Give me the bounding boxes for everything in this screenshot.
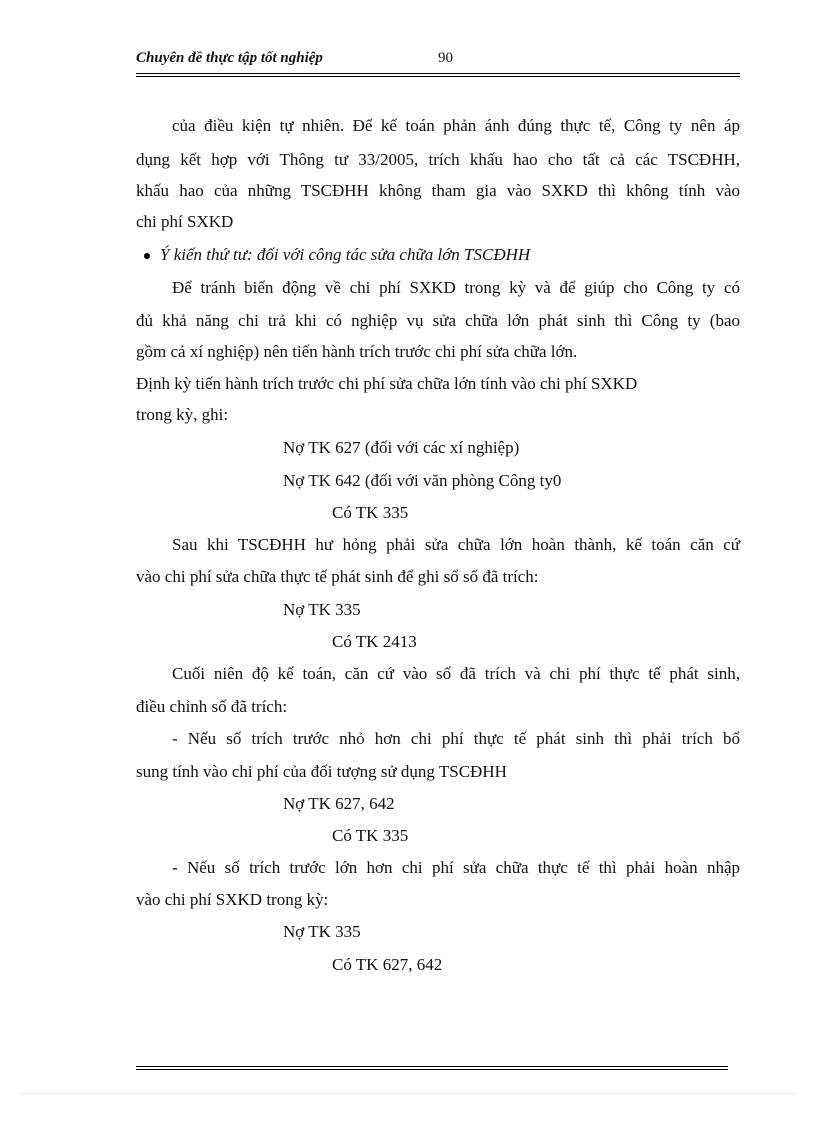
paragraph-line: Cuối niên độ kế toán, căn cứ vào số đã trích và chi phí thực tế phát sinh, <box>172 664 740 683</box>
paragraph-line: Định kỳ tiến hành trích trước chi phí sửa chữa lớn tính vào chi phí SXKD <box>136 374 638 393</box>
journal-entry: Nợ TK 335 <box>283 600 361 619</box>
paragraph-line: vào chi phí sửa chữa thực tế phát sinh để ghi sổ số đã trích: <box>136 567 539 586</box>
paragraph-line: Sau khi TSCĐHH hư hỏng phải sửa chữa lớn hoàn thành, kế toán căn cứ <box>172 535 740 554</box>
footer-rule-bottom <box>136 1069 728 1070</box>
journal-entry: Nợ TK 335 <box>283 922 361 941</box>
paragraph-line: sung tính vào chi phí của đối tượng sử dụng TSCĐHH <box>136 762 507 781</box>
bullet-dot-icon <box>144 253 150 259</box>
paragraph-line: vào chi phí SXKD trong kỳ: <box>136 890 329 909</box>
header-rule-top <box>136 73 740 74</box>
journal-entry: Có TK 335 <box>332 503 409 522</box>
paragraph-line: - Nếu số trích trước nhỏ hơn chi phí thực tế phát sinh thì phải trích bổ <box>172 729 740 748</box>
paragraph-line: gồm cả xí nghiệp) nên tiến hành trích trước chi phí sửa chữa lớn. <box>136 342 578 361</box>
journal-entry: Nợ TK 627, 642 <box>283 794 395 813</box>
paragraph-line: trong kỳ, ghi: <box>136 405 229 424</box>
bullet-heading: Ý kiến thứ tư: đối với công tác sửa chữa lớn TSCĐHH <box>160 245 531 264</box>
paragraph-line: điều chỉnh số đã trích: <box>136 697 288 716</box>
paragraph-line: khấu hao của những TSCĐHH không tham gia vào SXKD thì không tính vào <box>136 181 740 200</box>
paragraph-line: của điều kiện tự nhiên. Để kế toán phản ánh đúng thực tế, Công ty nên áp <box>172 116 740 135</box>
paragraph-line: chi phí SXKD <box>136 212 234 231</box>
journal-entry: Có TK 2413 <box>332 632 417 651</box>
paragraph-line: - Nếu số trích trước lớn hơn chi phí sửa chữa thực tế thì phải hoàn nhập <box>172 858 740 877</box>
journal-entry: Có TK 335 <box>332 826 409 845</box>
journal-entry: Nợ TK 627 (đối với các xí nghiệp) <box>283 438 520 457</box>
paragraph-line: dụng kết hợp với Thông tư 33/2005, trích khấu hao cho tất cả các TSCĐHH, <box>136 150 740 169</box>
page-number: 90 <box>438 50 453 66</box>
header-title: Chuyên đề thực tập tốt nghiệp <box>136 50 323 66</box>
page-header <box>136 50 740 70</box>
paragraph-line: Để tránh biến động về chi phí SXKD trong kỳ và để giúp cho Công ty có <box>172 278 740 297</box>
footer-rule-top <box>136 1066 728 1067</box>
paragraph-line: đủ khả năng chi trả khi có nghiệp vụ sửa chữa lớn phát sinh thì Công ty (bao <box>136 311 740 330</box>
page-edge <box>20 1093 796 1094</box>
journal-entry: Nợ TK 642 (đối với văn phòng Công ty0 <box>283 471 562 490</box>
header-rule-bottom <box>136 76 740 77</box>
journal-entry: Có TK 627, 642 <box>332 955 443 974</box>
